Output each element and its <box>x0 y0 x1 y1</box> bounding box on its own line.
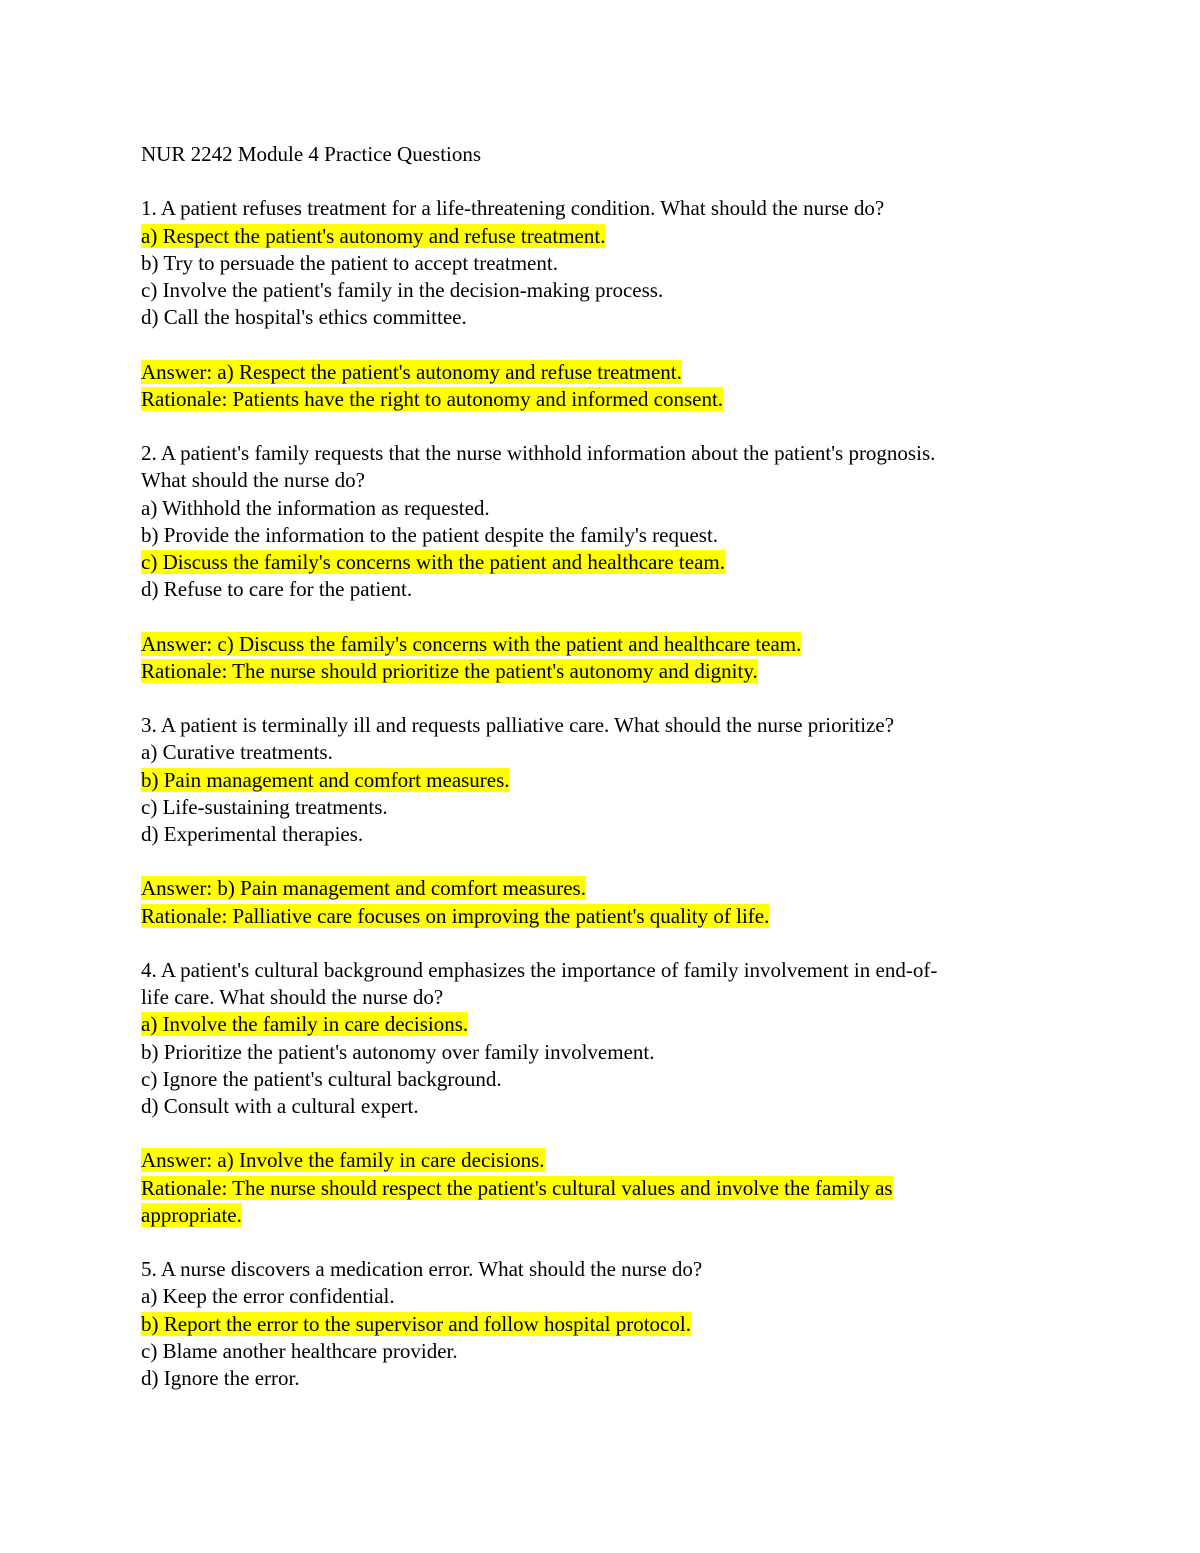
answer-text: Answer: c) Discuss the family's concerns with the patient and healthcare team. <box>141 631 802 656</box>
option-a-highlighted: a) Involve the family in care decisions. <box>141 1012 469 1037</box>
spacer <box>141 331 1061 358</box>
option-c: c) Life-sustaining treatments. <box>141 794 388 819</box>
spacer <box>141 1120 1061 1147</box>
option-a: a) Withhold the information as requested. <box>141 495 490 520</box>
option-d: d) Ignore the error. <box>141 1366 300 1390</box>
option-d: d) Consult with a cultural expert. <box>141 1094 419 1118</box>
rationale-text-line-1: Rationale: The nurse should respect the patient's cultural values and involve the family as <box>141 1175 893 1200</box>
document-page <box>141 141 1061 1392</box>
answer-text: Answer: a) Respect the patient's autonomy and refuse treatment. <box>141 359 682 384</box>
rationale-text: Rationale: Palliative care focuses on improving the patient's quality of life. <box>141 903 770 928</box>
option-b-highlighted: b) Report the error to the supervisor and follow hospital protocol. <box>141 1311 691 1336</box>
spacer <box>141 413 1061 440</box>
document-title: NUR 2242 Module 4 Practice Questions <box>141 142 482 166</box>
option-a: a) Curative treatments. <box>141 740 333 765</box>
question-stem: 5. A nurse discovers a medication error. What should the nurse do? <box>141 1257 703 1282</box>
option-c: c) Involve the patient's family in the decision-making process. <box>141 278 664 302</box>
option-b-highlighted: b) Pain management and comfort measures. <box>141 767 510 792</box>
option-d: d) Refuse to care for the patient. <box>141 577 413 602</box>
option-c-highlighted: c) Discuss the family's concerns with the patient and healthcare team. <box>141 550 725 574</box>
spacer <box>141 930 1061 957</box>
option-c: c) Ignore the patient's cultural background. <box>141 1066 502 1091</box>
spacer <box>141 848 1061 875</box>
option-d: d) Call the hospital's ethics committee. <box>141 305 467 330</box>
question-stem-line-1: 4. A patient's cultural background emphasizes the importance of family involvement in end-of- <box>141 957 938 982</box>
option-a: a) Keep the error confidential. <box>141 1284 395 1309</box>
spacer <box>141 1229 1061 1256</box>
question-1 <box>141 195 1061 413</box>
option-d: d) Experimental therapies. <box>141 822 364 846</box>
question-stem: 3. A patient is terminally ill and requests palliative care. What should the nurse prioritize? <box>141 713 895 738</box>
spacer <box>141 168 1061 195</box>
question-stem-line-2: life care. What should the nurse do? <box>141 985 444 1010</box>
question-stem-line-1: 2. A patient's family requests that the nurse withhold information about the patient's prognosis. <box>141 441 936 466</box>
option-a-highlighted: a) Respect the patient's autonomy and refuse treatment. <box>141 223 606 248</box>
rationale-text: Rationale: Patients have the right to autonomy and informed consent. <box>141 386 724 411</box>
option-b: b) Provide the information to the patient despite the family's request. <box>141 522 719 547</box>
rationale-text-line-2: appropriate. <box>141 1202 242 1227</box>
spacer <box>141 685 1061 712</box>
question-2 <box>141 440 1061 685</box>
question-stem-line-2: What should the nurse do? <box>141 468 365 493</box>
option-c: c) Blame another healthcare provider. <box>141 1338 458 1363</box>
answer-text: Answer: b) Pain management and comfort measures. <box>141 876 586 901</box>
answer-text: Answer: a) Involve the family in care decisions. <box>141 1148 545 1173</box>
spacer <box>141 603 1061 630</box>
question-5 <box>141 1256 1061 1392</box>
question-3 <box>141 712 1061 930</box>
rationale-text: Rationale: The nurse should prioritize the patient's autonomy and dignity. <box>141 658 758 683</box>
question-stem: 1. A patient refuses treatment for a life-threatening condition. What should the nurse do? <box>141 196 885 221</box>
option-b: b) Prioritize the patient's autonomy over family involvement. <box>141 1039 655 1064</box>
option-b: b) Try to persuade the patient to accept treatment. <box>141 250 558 275</box>
question-4 <box>141 957 1061 1229</box>
